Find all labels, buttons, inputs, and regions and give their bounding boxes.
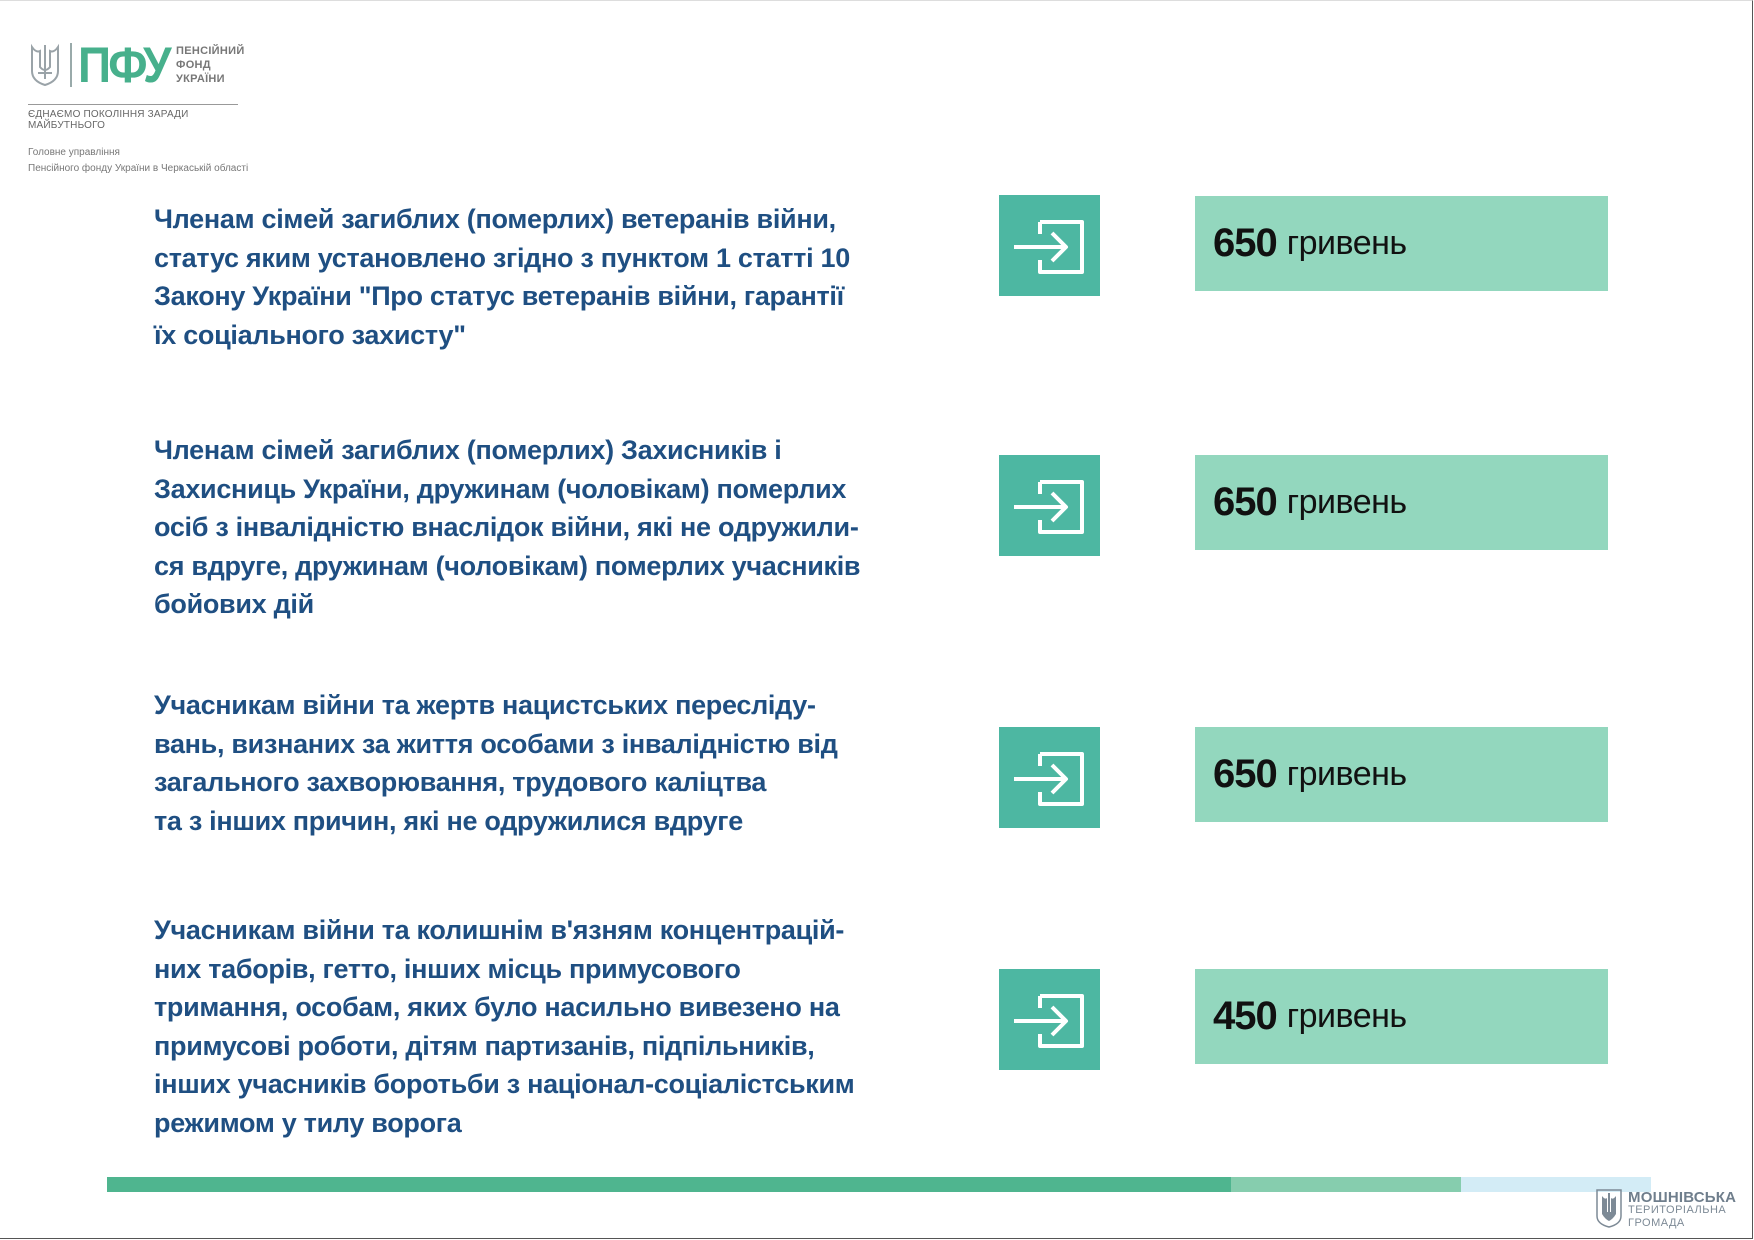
community-logo: [1594, 1188, 1736, 1233]
department-line: Головне управління: [28, 147, 120, 158]
amount-box: [1195, 727, 1608, 822]
pfu-subtitle-line: ПЕНСІЙНИЙ: [176, 45, 245, 57]
slogan: ЄДНАЄМО ПОКОЛІННЯ ЗАРАДИ МАЙБУТНЬОГО: [28, 109, 189, 131]
department-line: Пенсійного фонду України в Черкаській області: [28, 163, 249, 174]
amount-unit: гривень: [1286, 997, 1407, 1035]
trident-icon: [1594, 1188, 1624, 1233]
amount-box: [1195, 455, 1608, 550]
sign-in-icon: [999, 195, 1100, 296]
pfu-subtitle-line: ФОНД: [176, 59, 211, 71]
benefit-description: Членам сімей загиблих (померлих) ветеранів війни, статус яким установлено згідно з пунктом 1 статті 10 Закону України "Про статус ветеранів війни, гарантії їх соціального захисту": [154, 204, 850, 350]
community-name: [1628, 1191, 1736, 1230]
pfu-logo-text: ПФУ: [78, 37, 169, 93]
benefit-description: Учасникам війни та колишнім в'язням концентрацій- них таборів, гетто, інших місць примусового тримання, особам, яких було насильно вивезено на примусові роботи, дітям партизанів, підпільників, інших учасників боротьби з націонал-соціалістським режимом у тилу ворога: [154, 915, 855, 1138]
bar-segment-mid: [1231, 1177, 1461, 1192]
amount-value: 650: [1213, 480, 1277, 524]
pfu-subtitle-line: УКРАЇНИ: [176, 73, 225, 85]
community-title: МОШНІВСЬКА: [1628, 1189, 1737, 1206]
amount-value: 450: [1213, 994, 1277, 1038]
department-name: [28, 145, 268, 177]
pfu-logo-block: [28, 37, 268, 177]
sign-in-icon: [999, 455, 1100, 556]
amount-box: [1195, 196, 1608, 291]
amount-unit: гривень: [1286, 483, 1407, 521]
trident-icon: [28, 43, 62, 87]
sign-in-icon: [999, 727, 1100, 828]
community-subtitle: ТЕРИТОРІАЛЬНА: [1628, 1204, 1727, 1216]
benefit-description: Учасникам війни та жертв нацистських пересліду- вань, визнаних за життя особами з інвалідністю від загального захворювання, трудового каліцтва та з інших причин, які не одружилися вдруге: [154, 690, 838, 836]
amount-value: 650: [1213, 752, 1277, 796]
amount-unit: гривень: [1286, 224, 1407, 262]
benefit-description: Членам сімей загиблих (померлих) Захисників і Захисниць України, дружинам (чоловікам) померлих осіб з інвалідністю внаслідок війни, які не одружили- ся вдруге, дружинам (чоловікам) померлих учасників бойових дій: [154, 435, 861, 619]
logo-rule: [28, 104, 238, 105]
amount-unit: гривень: [1286, 755, 1407, 793]
sign-in-icon: [999, 969, 1100, 1070]
amount-value: 650: [1213, 221, 1277, 265]
amount-box: [1195, 969, 1608, 1064]
community-subtitle: ГРОМАДА: [1628, 1217, 1685, 1229]
bar-segment-dark: [107, 1177, 1231, 1192]
bottom-color-bar: [107, 1177, 1651, 1192]
logo-divider: [70, 43, 72, 87]
pfu-logo-subtitle: [174, 44, 245, 86]
